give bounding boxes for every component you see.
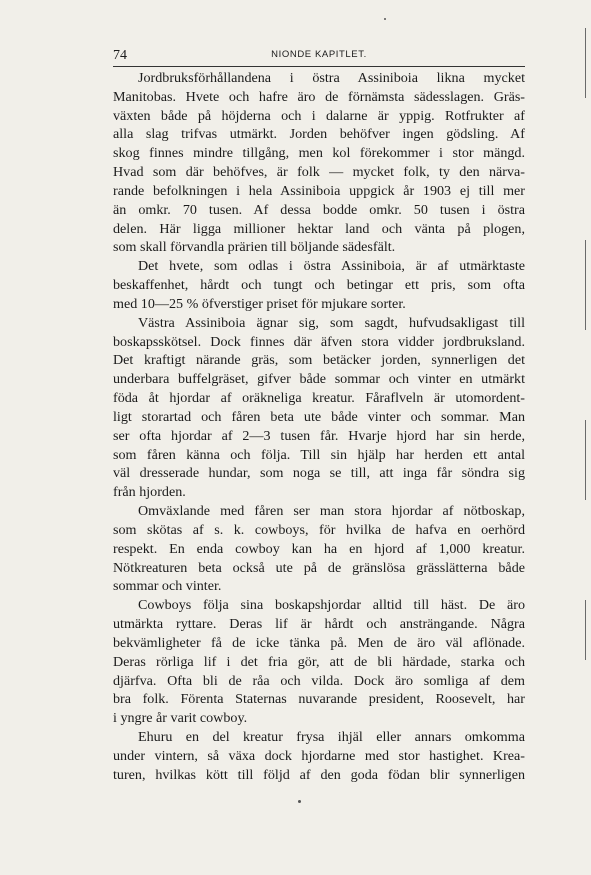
text-line: boskapsskötsel. Dock finnes där äfven stora vidder jordbruksland. bbox=[113, 333, 525, 350]
text-line: bekvämligheter få de icke tänka på. Men de äro väl aflönade. bbox=[113, 634, 525, 651]
text-line: Västra Assiniboia ägnar sig, som sagdt, hufvudsakligast till bbox=[138, 314, 525, 331]
text-line: som fåren känna och följa. Till sin hjälp har herden ett antal bbox=[113, 446, 525, 463]
chapter-title: NIONDE KAPITLET. bbox=[271, 49, 367, 60]
text-line: bra folk. Förenta Staternas nuvarande president, Roosevelt, har bbox=[113, 691, 525, 708]
text-line: underbara buffelgräset, gifver både sommar och vinter en utmärkt bbox=[113, 371, 525, 388]
margin-artifact bbox=[585, 420, 586, 500]
text-line: med 10—25 % öfverstiger priset för mjukare sorter. bbox=[113, 295, 406, 312]
text-line: som skall förvandla prärien till böljande sädesfält. bbox=[113, 239, 396, 256]
body-text bbox=[113, 69, 525, 784]
text-line: väl dresserade hundar, som noga se till, att inga får söndra sig bbox=[113, 465, 525, 482]
text-line: Cowboys följa sina boskapshjordar alltid till häst. De äro bbox=[138, 597, 525, 614]
margin-artifact bbox=[585, 600, 586, 660]
text-line: Hvad som där behöfves, är folk — mycket folk, ty den närva- bbox=[113, 164, 525, 181]
text-line: Jordbruksförhållandena i östra Assiniboia likna mycket bbox=[138, 70, 525, 86]
text-line: turen, hvilkas kött till följd af den goda födan blir synnerligen bbox=[113, 766, 525, 783]
text-line: sommar och vinter. bbox=[113, 578, 222, 595]
text-line: Det hvete, som odlas i östra Assiniboia, är af utmärktaste bbox=[138, 258, 525, 275]
page-number: 74 bbox=[113, 48, 127, 63]
text-line: Deras rörliga lif i det fria gör, att de bli härdade, starka och bbox=[113, 653, 525, 670]
text-line: Ehuru en del kreatur frysa ihjäl eller annars omkomma bbox=[138, 728, 525, 745]
text-line: beskaffenhet, hårdt och tungt och betingar ett pris, som ofta bbox=[113, 277, 525, 294]
text-line: i yngre år varit cowboy. bbox=[113, 710, 248, 727]
text-line: delen. Här ligga millioner hektar land och vänta på plogen, bbox=[113, 220, 525, 237]
text-line: rande befolkningen i hela Assiniboia uppgick år 1903 ej till mer bbox=[113, 182, 525, 199]
text-line: Det kraftigt närande gräs, som betäcker jorden, synnerligen det bbox=[113, 352, 525, 369]
text-line: alla slag trifvas utmärkt. Jorden behöfver ingen gödsling. Af bbox=[113, 126, 525, 143]
speck bbox=[298, 800, 301, 803]
margin-artifact bbox=[585, 240, 586, 330]
text-line: ser ofta hjordar af 2—3 tusen får. Hvarje hjord har sin herde, bbox=[113, 427, 525, 444]
text-line: Omväxlande med fåren ser man stora hjordar af nötboskap, bbox=[138, 503, 525, 520]
text-line: Manitobas. Hvete och hafre äro de förnämsta sädesslagen. Gräs- bbox=[113, 88, 525, 105]
speck bbox=[384, 18, 386, 20]
text-line: från hjorden. bbox=[113, 484, 186, 501]
text-line: under vintern, så växa dock hjordarne med stor hastighet. Krea- bbox=[113, 747, 525, 764]
text-line: ligt storartad och fåren beta ute både vinter och sommar. Man bbox=[113, 408, 525, 425]
text-line: växten både på höjderna och i dalarne är yppig. Rotfrukter af bbox=[113, 107, 525, 124]
text-line: djärfva. Ofta bli de råa och vilda. Dock äro somliga af dem bbox=[113, 672, 525, 689]
header-rule bbox=[113, 66, 525, 67]
text-line: respekt. En enda cowboy kan ha en hjord af 1,000 kreatur. bbox=[113, 540, 525, 557]
text-line: utmärkta ryttare. Deras lif är hårdt och ansträngande. Några bbox=[113, 616, 525, 633]
text-line: som skötas af s. k. cowboys, för hvilka de hafva en oerhörd bbox=[113, 521, 525, 538]
text-line: än omkr. 70 tusen. Af dessa bodde omkr. 50 tusen i östra bbox=[113, 201, 525, 218]
text-line: föda åt hjordar af oräkneliga kreatur. Fåraflveln är utomordent- bbox=[113, 390, 525, 407]
running-head bbox=[113, 48, 525, 66]
text-line: skog finnes mindre tillgång, men kol förekommer i stor mängd. bbox=[113, 145, 525, 162]
margin-artifact bbox=[585, 28, 586, 98]
text-line: Nötkreaturen beta också ute på de gränslösa grässlätterna både bbox=[113, 559, 525, 576]
